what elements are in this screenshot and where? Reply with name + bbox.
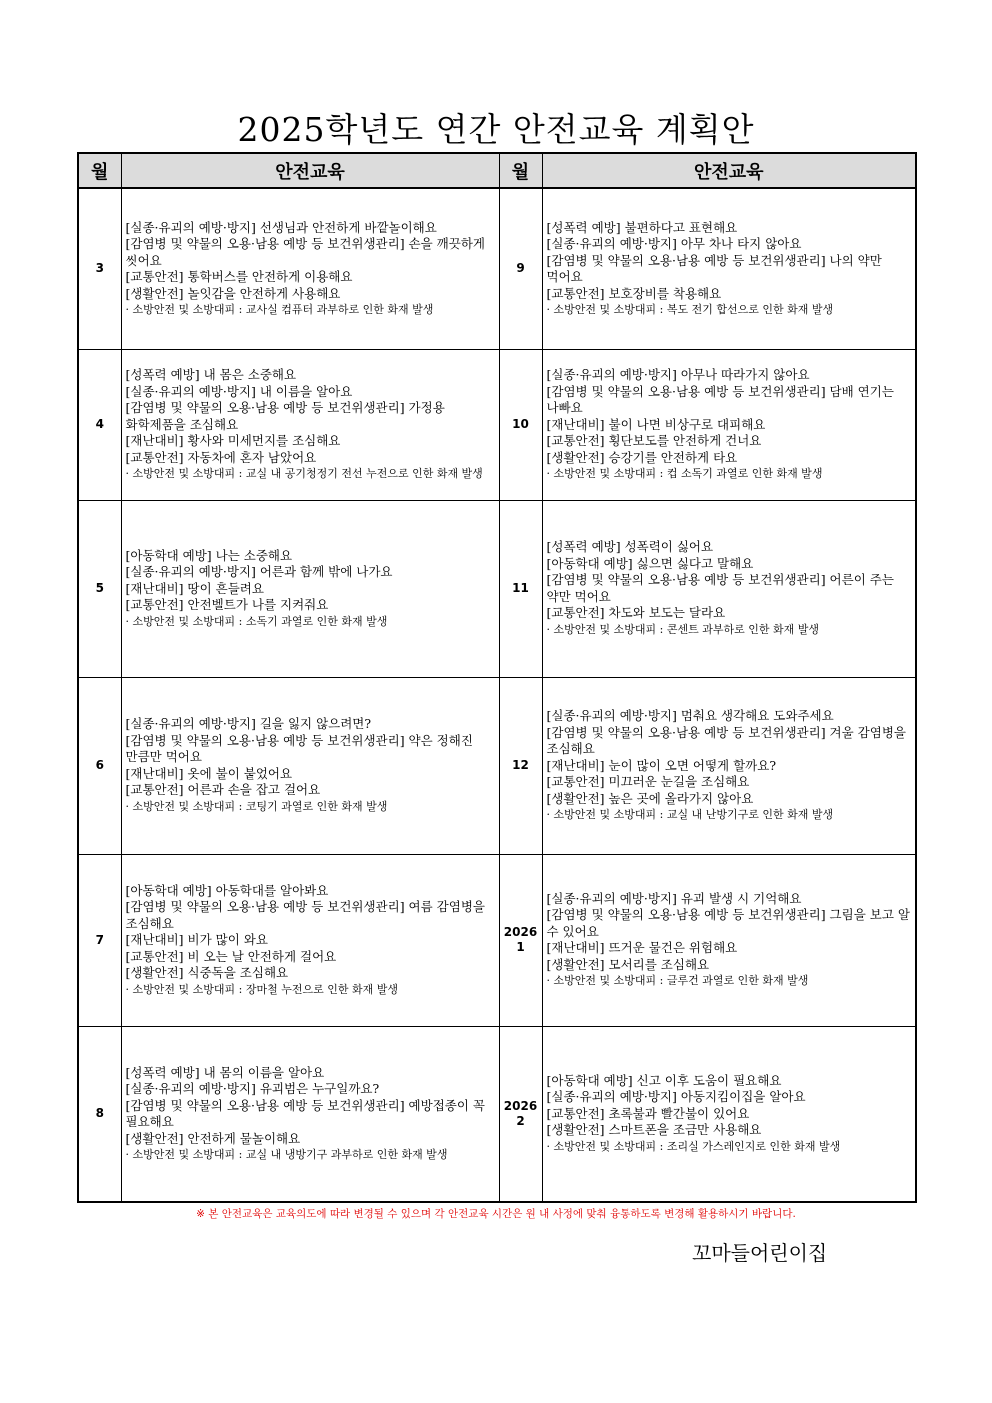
table-row [78, 500, 916, 677]
education-item: [실종·유괴의 예방·방지] 아동지킴이집을 알아요 [546, 1089, 806, 1105]
education-item: [실종·유괴의 예방·방지] 유괴 발생 시 기억해요 [546, 890, 802, 906]
education-content-cell [121, 854, 499, 1026]
education-item: [실종·유괴의 예방·방지] 선생님과 안전하게 바깥놀이해요 [125, 219, 437, 235]
education-content-cell [542, 854, 916, 1026]
month-cell [78, 854, 121, 1026]
education-item: [교통안전] 자동차에 혼자 남았어요 [125, 449, 317, 465]
education-item: [감염병 및 약물의 오용·남용 예방 등 보건위생관리] 여름 감염병을 조심해요 [125, 899, 485, 931]
education-content-cell [542, 349, 916, 500]
month-cell [499, 677, 542, 854]
education-content-cell [121, 677, 499, 854]
month-cell [78, 188, 121, 349]
education-item: [재난대비] 뜨거운 물건은 위험해요 [546, 940, 738, 956]
fire-drill-note: · 소방안전 및 소방대피 : 교실 내 공기청정기 전선 누전으로 인한 화재 발생 [125, 467, 483, 480]
page-title: 2025학년도 연간 안전교육 계획안 [237, 110, 755, 149]
fire-drill-note: · 소방안전 및 소방대피 : 교실 내 냉방기구 과부하로 인한 화재 발생 [125, 1148, 448, 1161]
education-item: [성폭력 예방] 내 몸은 소중해요 [125, 367, 297, 382]
education-item: [재난대비] 황사와 미세먼지를 조심해요 [125, 433, 341, 448]
month-cell [499, 349, 542, 500]
fire-drill-note: · 소방안전 및 소방대피 : 교사실 컴퓨터 과부하로 인한 화재 발생 [125, 303, 434, 316]
education-item: [교통안전] 차도와 보도는 달라요 [546, 605, 726, 621]
education-item: [생활안전] 높은 곳에 올라가지 않아요 [546, 790, 754, 806]
month-cell [499, 1026, 542, 1202]
education-item: [감염병 및 약물의 오용·남용 예방 등 보건위생관리] 어른이 주는 약만 먹어요 [546, 572, 894, 604]
month-cell [499, 500, 542, 677]
education-item: [아동학대 예방] 아동학대를 알아봐요 [125, 882, 329, 898]
fire-drill-note: · 소방안전 및 소방대피 : 컵 소독기 과열로 인한 화재 발생 [546, 467, 823, 480]
education-item: [아동학대 예방] 신고 이후 도움이 필요해요 [546, 1072, 782, 1088]
month-header-right: 월 [499, 153, 542, 188]
fire-drill-note: · 소방안전 및 소방대피 : 조리실 가스레인지로 인한 화재 발생 [546, 1139, 841, 1153]
table-row [78, 188, 916, 349]
education-item: [생활안전] 모서리를 조심해요 [546, 956, 710, 972]
education-item: [성폭력 예방] 불편하다고 표현해요 [546, 219, 738, 235]
education-item: [감염병 및 약물의 오용·남용 예방 등 보건위생관리] 손을 깨끗하게 씻어요 [125, 236, 485, 268]
education-item: [감염병 및 약물의 오용·남용 예방 등 보건위생관리] 담배 연기는 나빠요 [546, 383, 894, 415]
month-header-left: 월 [78, 153, 121, 188]
education-item: [실종·유괴의 예방·방지] 멈춰요 생각해요 도와주세요 [546, 708, 834, 723]
month-label: 8 [95, 1106, 104, 1121]
organization-name: 꼬마들어린이집 [692, 1241, 828, 1265]
education-item: [실종·유괴의 예방·방지] 유괴범은 누구일까요? [125, 1081, 380, 1096]
education-content-cell [121, 1026, 499, 1202]
education-item: [재난대비] 불이 나면 비상구로 대피해요 [546, 416, 766, 432]
month-label: 2 [516, 1113, 525, 1128]
education-item: [생활안전] 스마트폰을 조금만 사용해요 [546, 1122, 762, 1138]
education-item: [생활안전] 안전하게 물놀이해요 [125, 1130, 301, 1146]
content-header-left: 안전교육 [121, 153, 499, 188]
education-item: [실종·유괴의 예방·방지] 아무 차나 타지 않아요 [546, 236, 802, 251]
fire-drill-note: · 소방안전 및 소방대피 : 장마철 누전으로 인한 화재 발생 [125, 982, 398, 996]
education-item: [감염병 및 약물의 오용·남용 예방 등 보건위생관리] 그림을 보고 알 수 있어요 [546, 907, 910, 939]
fire-drill-note: · 소방안전 및 소방대피 : 코팅기 과열로 인한 화재 발생 [125, 799, 388, 813]
month-label: 5 [95, 581, 104, 595]
education-item: [실종·유괴의 예방·방지] 아무나 따라가지 않아요 [546, 367, 810, 382]
month-cell [78, 349, 121, 500]
month-label: 10 [512, 417, 529, 431]
education-item: [감염병 및 약물의 오용·남용 예방 등 보건위생관리] 예방접종이 꼭 필요해요 [125, 1097, 485, 1129]
education-item: [감염병 및 약물의 오용·남용 예방 등 보건위생관리] 약은 정해진 만큼만 먹어요 [125, 732, 473, 765]
education-content-cell [542, 500, 916, 677]
table-header-row [78, 153, 916, 188]
education-item: [감염병 및 약물의 오용·남용 예방 등 보건위생관리] 겨울 감염병을 조심해요 [546, 724, 906, 756]
education-item: [감염병 및 약물의 오용·남용 예방 등 보건위생관리] 나의 약만 먹어요 [546, 252, 882, 284]
education-item: [감염병 및 약물의 오용·남용 예방 등 보건위생관리] 가정용 화학제품을 조심해요 [125, 400, 445, 432]
education-item: [재난대비] 옷에 불이 붙었어요 [125, 765, 293, 781]
fire-drill-note: · 소방안전 및 소방대피 : 복도 전기 합선으로 인한 화재 발생 [546, 303, 834, 316]
education-item: [성폭력 예방] 내 몸의 이름을 알아요 [125, 1064, 325, 1080]
education-content-cell [542, 1026, 916, 1202]
fire-drill-note: · 소방안전 및 소방대피 : 콘센트 과부하로 인한 화재 발생 [546, 622, 819, 636]
table-row [78, 854, 916, 1026]
education-content-cell [121, 349, 499, 500]
education-item: [아동학대 예방] 나는 소중해요 [125, 547, 293, 563]
education-item: [재난대비] 비가 많이 와요 [125, 932, 268, 947]
fire-drill-note: · 소방안전 및 소방대피 : 소독기 과열로 인한 화재 발생 [125, 614, 388, 628]
education-item: [아동학대 예방] 싫으면 싫다고 말해요 [546, 555, 754, 571]
education-content-cell [121, 188, 499, 349]
month-cell [499, 188, 542, 349]
month-cell [78, 500, 121, 677]
month-label: 12 [512, 758, 529, 772]
fire-drill-note: · 소방안전 및 소방대피 : 교실 내 난방기구로 인한 화재 발생 [546, 808, 834, 821]
education-item: [재난대비] 눈이 많이 오면 어떻게 할까요? [546, 757, 777, 773]
month-label: 11 [512, 581, 529, 595]
education-item: [생활안전] 식중독을 조심해요 [125, 965, 289, 980]
month-label: 2026 [503, 925, 538, 939]
education-item: [교통안전] 통학버스를 안전하게 이용해요 [125, 269, 353, 284]
month-cell [78, 1026, 121, 1202]
education-item: [교통안전] 횡단보도를 안전하게 건너요 [546, 433, 762, 448]
education-item: [성폭력 예방] 성폭력이 싫어요 [546, 539, 714, 555]
month-label: 7 [95, 932, 104, 947]
education-content-cell [542, 677, 916, 854]
table-row [78, 677, 916, 854]
education-item: [교통안전] 안전벨트가 나를 지켜줘요 [125, 597, 329, 612]
education-item: [실종·유괴의 예방·방지] 어른과 함께 밖에 나가요 [125, 564, 393, 579]
education-content-cell [542, 188, 916, 349]
education-item: [교통안전] 미끄러운 눈길을 조심해요 [546, 774, 750, 789]
fire-drill-note: · 소방안전 및 소방대피 : 글루건 과열로 인한 화재 발생 [546, 974, 809, 988]
month-label: 9 [516, 261, 525, 276]
table-row [78, 349, 916, 500]
month-label: 1 [516, 940, 525, 954]
disclaimer-note: ※ 본 안전교육은 교육의도에 따라 변경될 수 있으며 각 안전교육 시간은 원 내 사정에 맞춰 융통하도록 변경해 활용하시기 바랍니다. [196, 1208, 796, 1220]
education-item: [실종·유괴의 예방·방지] 길을 잃지 않으려면? [125, 716, 372, 732]
month-cell [499, 854, 542, 1026]
education-item: [교통안전] 비 오는 날 안전하게 걸어요 [125, 948, 337, 964]
education-item: [교통안전] 초록불과 빨간불이 있어요 [546, 1105, 750, 1121]
month-label: 2026 [503, 1098, 538, 1113]
month-label: 3 [95, 261, 104, 276]
month-label: 6 [95, 758, 104, 772]
education-item: [생활안전] 승강기를 안전하게 타요 [546, 449, 738, 465]
education-item: [교통안전] 어른과 손을 잡고 걸어요 [125, 782, 321, 798]
education-item: [실종·유괴의 예방·방지] 내 이름을 알아요 [125, 383, 353, 399]
education-item: [교통안전] 보호장비를 착용해요 [546, 285, 722, 301]
safety-plan-table [77, 152, 917, 1203]
month-label: 4 [95, 417, 104, 431]
month-cell [78, 677, 121, 854]
education-item: [생활안전] 놀잇감을 안전하게 사용해요 [125, 285, 341, 301]
education-content-cell [121, 500, 499, 677]
content-header-right: 안전교육 [542, 153, 916, 188]
education-item: [재난대비] 땅이 흔들려요 [125, 580, 264, 596]
table-row [78, 1026, 916, 1202]
